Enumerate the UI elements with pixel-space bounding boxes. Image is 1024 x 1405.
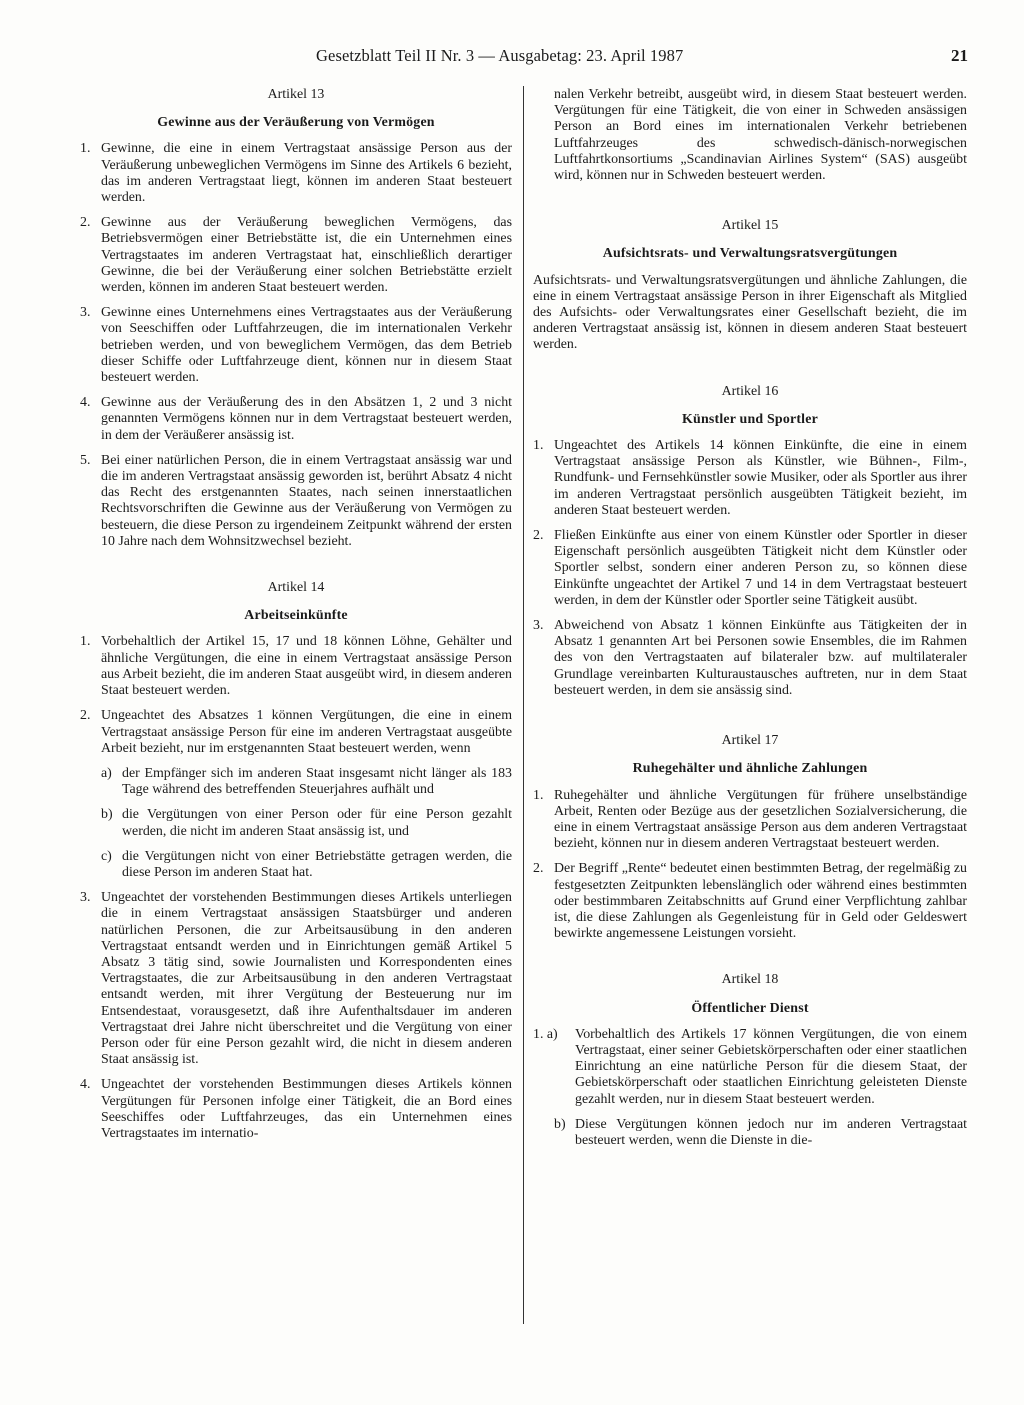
paragraph <box>80 453 512 550</box>
article-number: Artikel 16 <box>721 383 779 399</box>
sub-item-text: die Vergütungen von einer Person oder für eine Person gezahlt werden, die nicht im anderen Staat ansässig ist, und <box>122 807 512 839</box>
paragraph <box>80 215 512 296</box>
paragraph-text: Gewinne, die eine in einem Vertragstaat ansässige Person aus der Veräußerung unbeweglichen Vermögens im Sinne des Artikels 6 bezieht, das im anderen Vertragstaat liegt, können im anderen Staat besteuert werden. <box>101 141 512 206</box>
article-title: Gewinne aus der Veräußerung von Vermögen <box>157 115 435 131</box>
paragraph-text: Vorbehaltlich der Artikel 15, 17 und 18 können Löhne, Gehälter und ähnliche Vergütungen, die eine in einem Vertragstaat ansässige Person aus Arbeit bezieht, die im anderen Staat ausgeübt wird, in diesem anderen Staat besteuert werden. <box>101 634 512 699</box>
article-number: Artikel 13 <box>267 87 325 102</box>
paragraph-text: Gewinne aus der Veräußerung des in den Absätzen 1, 2 und 3 nicht genannten Vermögens können nur in dem Vertragstaat besteuert werden, in dem der Veräußerer ansässig ist. <box>101 395 512 443</box>
paragraph-number: 3. <box>80 890 91 906</box>
article-number: Artikel 14 <box>267 580 325 596</box>
paragraph <box>80 395 512 444</box>
paragraph-text: Aufsichtsrats- und Verwaltungsratsvergütungen und ähnliche Zahlungen, die eine in einem Vertragstaat ansässige Person in ihrer Eigenschaft als Mitglied des Aufsichts- oder Verwaltungsrates einer Gesellschaft bezieht, die im anderen Vertragstaat ansässig ist, können in diesem anderen Staat besteuert werden. <box>533 272 967 353</box>
paragraph <box>80 141 512 206</box>
header-title: Gesetzblatt Teil II Nr. 3 — Ausgabetag: 23. April 1987 <box>316 46 684 65</box>
paragraph-text: Fließen Einkünfte aus einer von einem Künstler oder Sportler in dieser Eigenschaft persönlich ausgeübten Tätigkeit nicht dem Künstler oder Sportler selbst, sondern einer anderen Person zu, so können diese Einkünfte ungeachtet der Artikel 7 und 14 in dem Vertragstaat besteuert werden, in dem der Künstler oder Sportler seine Tätigkeit ausübt. <box>554 528 967 608</box>
article-18 <box>533 972 967 1149</box>
paragraph-text: nalen Verkehr betreibt, ausgeübt wird, in diesem Staat besteuert werden. Vergütungen für eine Tätigkeit, die von einer in Schweden ansässigen Person an Bord eines im internationalen Verkehr betriebenen Luftfahrzeuges des schwedisch-dänisch-norwegischen Luftfahrtkonsortiums „Scandinavian Airlines System“ (SAS) ausgeübt wird, können nur in Schweden besteuert werden. <box>554 87 967 184</box>
paragraph <box>533 528 967 609</box>
paragraph <box>533 861 967 942</box>
article-15 <box>533 218 967 353</box>
paragraph-text: Gewinne aus der Veräußerung beweglichen Vermögens, das Betriebsvermögen einer Betriebstätte ist, die ein Unternehmen eines Vertragstaates im anderen Vertragstaat hat, einschließlich derartiger Gewinne, die bei der Veräußerung einer solchen Betriebstätte erzielt werden, können im anderen Staat besteuert werden. <box>101 215 512 296</box>
sub-item <box>533 1117 967 1149</box>
article-14 <box>80 580 512 1142</box>
paragraph <box>533 438 967 519</box>
paragraph-number: 2. <box>80 215 91 231</box>
left-column <box>80 87 512 1151</box>
page-number: 21 <box>951 46 968 65</box>
paragraph-continuation <box>533 87 967 184</box>
article-title: Aufsichtsrats- und Verwaltungsratsvergütungen <box>602 246 898 262</box>
sub-item-label: a) <box>101 765 112 781</box>
sub-item-label: b) <box>554 1116 566 1132</box>
column-divider <box>523 86 524 1324</box>
paragraph-number: 5. <box>80 452 91 468</box>
paragraph <box>80 305 512 386</box>
paragraph <box>80 1077 512 1142</box>
article-number: Artikel 17 <box>721 733 779 749</box>
paragraph-number: 1. <box>80 634 91 650</box>
article-title: Öffentlicher Dienst <box>691 1000 809 1016</box>
paragraph-number: 2. <box>533 861 544 877</box>
paragraph-text: Ungeachtet der vorstehenden Bestimmungen dieses Artikels können Vergütungen für Personen infolge einer Tätigkeit, die an Bord eines Seeschiffes oder Luftfahrzeuges, das ein Unternehmen eines Vertragstaates im internatio- <box>101 1077 512 1141</box>
paragraph-number: 1. <box>533 787 544 803</box>
paragraph <box>533 788 967 853</box>
sub-item-label: c) <box>101 848 112 864</box>
article-16 <box>533 384 967 699</box>
paragraph-number: 1. a) <box>533 1026 558 1042</box>
page-header <box>0 46 1024 70</box>
article-title: Arbeitseinkünfte <box>244 608 348 624</box>
sub-item-text: Diese Vergütungen können jedoch nur im anderen Vertragstaat besteuert werden, wenn die Dienste in die- <box>575 1116 967 1148</box>
right-column <box>533 87 967 1158</box>
paragraph-text: Ruhegehälter und ähnliche Vergütungen für frühere unselbständige Arbeit, Renten oder Bezüge aus der gesetzlichen Sozialversicherung, die eine in einem Vertragstaat ansässige Person aus dem anderen Vertragstaat bezieht, können nur in diesem anderen Vertragstaat besteuert werden. <box>554 787 967 852</box>
article-17 <box>533 733 967 942</box>
paragraph-number: 2. <box>533 528 544 544</box>
article-title: Künstler und Sportler <box>682 411 818 427</box>
paragraph <box>80 708 512 757</box>
paragraph-number: 4. <box>80 1077 91 1093</box>
sub-item-text: der Empfänger sich im anderen Staat insgesamt nicht länger als 183 Tage während des betreffenden Steuerjahres aufhält und <box>122 765 512 798</box>
article-13 <box>80 87 512 550</box>
paragraph-text: Ungeachtet des Artikels 14 können Einkünfte, die eine in einem Vertragstaat ansässige Person als Künstler, wie Bühnen-, Film-, Rundfunk- und Fernsehkünstler sowie Musiker, oder als Sportler aus ihrer im anderen Vertragstaat persönlich ausgeübten Tätigkeit bezieht, im anderen Staat besteuert werden. <box>554 438 967 518</box>
article-number: Artikel 15 <box>721 218 779 234</box>
sub-item-label: b) <box>101 807 113 823</box>
article-number: Artikel 18 <box>721 972 779 988</box>
paragraph-text: Abweichend von Absatz 1 können Einkünfte aus Tätigkeiten der in Absatz 1 genannten Art bei Personen sowie Ensembles, die im Rahmen des von den Vertragstaaten auf bilateraler bzw. auf multilateraler Grundlage vereinbarten Kulturaustausches auftreten, nur in dem Staat besteuert werden, in dem sie ansässig sind. <box>554 618 967 698</box>
paragraph-text: Der Begriff „Rente“ bedeutet einen bestimmten Betrag, der regelmäßig zu festgesetzten Zeitpunkten lebenslänglich oder während eines bestimmten oder bestimmbaren Zeitabschnitts auf Grund einer Verpflichtung zahlbar ist, die diese Zahlungen als Gegenleistung für in Geld oder Geldeswert bewirkte angemessene Leistungen vorsieht. <box>554 861 967 942</box>
paragraph <box>533 618 967 699</box>
paragraph <box>80 890 512 1068</box>
paragraph <box>80 634 512 699</box>
sub-item <box>80 807 512 839</box>
article-title: Ruhegehälter und ähnliche Zahlungen <box>632 761 868 777</box>
paragraph-number: 3. <box>533 618 544 634</box>
paragraph-number: 2. <box>80 708 91 724</box>
sub-item <box>80 849 512 881</box>
sub-item-text: die Vergütungen nicht von einer Betriebstätte getragen werden, die diese Person im anderen Staat hat. <box>122 848 512 880</box>
paragraph-text: Ungeachtet des Absatzes 1 können Vergütungen, die eine in einem Vertragstaat ansässige Person für eine im anderen Vertragstaat ausgeübte Arbeit bezieht, nur im erstgenannten Staat besteuert werden, wenn <box>101 708 512 756</box>
paragraph-text: Vorbehaltlich des Artikels 17 können Vergütungen, die von einem Vertragstaat, einer seiner Gebietskörperschaften oder einer staatlichen Einrichtung an eine natürliche Person für die diesem Staat, der Gebietskörperschaft oder staatlichen Einrichtung geleisteten Dienste gezahlt werden, nur in diesem Staat besteuert werden. <box>575 1026 967 1107</box>
paragraph-text: Bei einer natürlichen Person, die in einem Vertragstaat ansässig war und die im anderen Vertragstaat ansässig geworden ist, berührt Absatz 4 nicht das Recht des erstgenannten Staates, nach seinen innerstaatlichen Rechtsvorschriften die Gewinne aus der Veräußerung von Vermögen zu besteuern, die diese Person zu irgendeinem Zeitpunkt während der ersten 10 Jahre nach dem Wohnsitzwechsel bezieht. <box>101 452 512 549</box>
paragraph-text: Gewinne eines Unternehmens eines Vertragstaates aus der Veräußerung von Seeschiffen oder Luftfahrzeugen, die im internationalen Verkehr betrieben werden, und von beweglichem Vermögen, das dem Betrieb dieser Schiffe oder Luftfahrzeuge dient, können nur in diesem Staat besteuert werden. <box>101 305 512 386</box>
paragraph-text: Ungeachtet der vorstehenden Bestimmungen dieses Artikels unterliegen die in einem Vertragstaat ansässigen Staatsbürger und anderen natürlichen Personen, die zur Arbeitsausübung in den anderen Vertragstaat entsandt werden und in Einrichtungen gemäß Artikel 5 Absatz 3 tätig sind, sowie Journalisten und Korrespondenten eines Vertragstaates, die zur Arbeitsausübung in den anderen Vertragstaat entsandt werden, mit ihrer Vergütung der Besteuerung nur im Entsendestaat, vorausgesetzt, daß ihre Aufenthaltsdauer im anderen Vertragstaat drei Jahre nicht überschreitet und die Vergütung von einer Person oder für eine Person gezahlt wird, die nicht in diesem anderen Staat ansässig ist. <box>101 890 512 1068</box>
paragraph-number: 1. <box>533 438 544 454</box>
paragraph-number: 3. <box>80 305 91 321</box>
paragraph-number: 4. <box>80 395 91 411</box>
paragraph-number: 1. <box>80 141 91 157</box>
paragraph <box>533 1027 967 1108</box>
sub-item <box>80 766 512 798</box>
